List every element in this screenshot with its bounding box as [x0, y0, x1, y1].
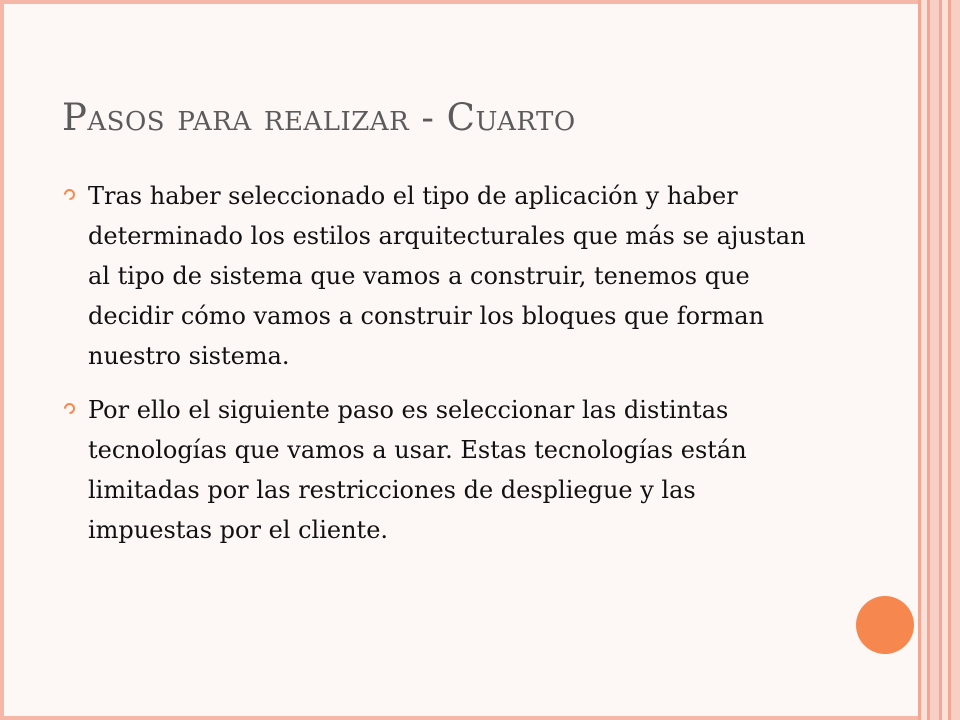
right-decorative-stripes [918, 0, 960, 720]
stripe [951, 0, 960, 720]
bullet-item [60, 176, 820, 376]
slide-title: Pasos para realizar - Cuarto [62, 96, 576, 139]
open-circle-bullet-icon [62, 401, 78, 417]
open-circle-bullet-icon [62, 187, 78, 203]
slide-content [60, 176, 820, 564]
bullet-item [60, 390, 820, 550]
stripe [930, 0, 939, 720]
orange-circle-icon [856, 596, 914, 654]
bullet-text: Tras haber seleccionado el tipo de aplicación y haber determinado los estilos arquitecturales que más se ajustan al tipo de sistema que vamos a construir, tenemos que decidir cómo vamos a construir los bloques que forman nuestro sistema. [88, 182, 806, 370]
bullet-text: Por ello el siguiente paso es seleccionar las distintas tecnologías que vamos a usar. Estas tecnologías están limitadas por las restricciones de despliegue y las impuestas por el cliente. [88, 396, 747, 544]
frame-bottom-border [0, 716, 960, 720]
